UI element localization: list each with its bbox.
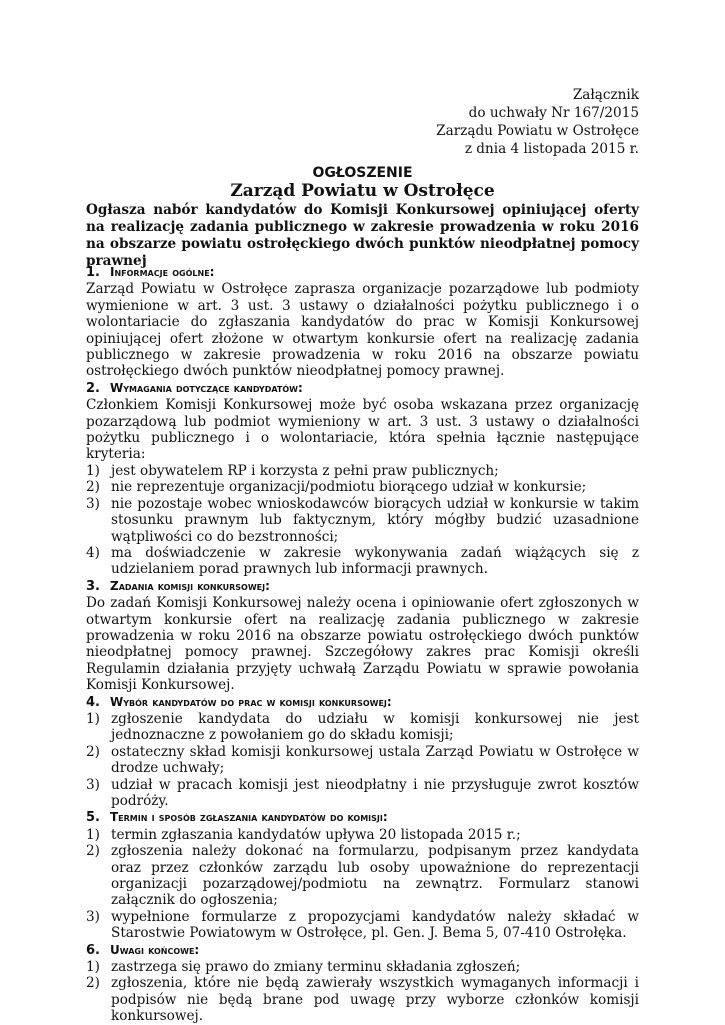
item-text: udział w pracach komisji jest nieodpłatny i nie przysługuje zwrot kosztów podróży.	[111, 776, 639, 809]
section-application-deadline	[86, 809, 639, 941]
section-final-remarks	[86, 942, 639, 1025]
list-item	[86, 959, 639, 975]
section-number: 2.	[86, 380, 100, 396]
item-text: zgłoszenia należy dokonać na formularzu, podpisanym przez kandydata oraz przez członków zarządu lub osoby upoważnione do reprezentacji organizacji pozarządowej/podmiotu na zewnątrz. Formularz stanowi załącznik do ogłoszenia;	[111, 843, 639, 909]
announcement-issuer: Zarząd Powiatu w Ostrołęce	[230, 181, 495, 201]
section-title: Wybór kandydatów do prac w komisji konkursowej:	[110, 694, 392, 709]
attachment-note	[436, 86, 639, 158]
resolution-number: do uchwały Nr 167/2015	[468, 105, 639, 121]
section-candidate-requirements	[86, 380, 639, 578]
section-number: 5.	[86, 810, 100, 826]
list-item	[86, 777, 639, 810]
announcement-title: OGŁOSZENIE	[312, 165, 413, 181]
list-item	[86, 909, 639, 942]
item-text: wypełnione formularze z propozycjami kandydatów należy składać w Starostwie Powiatowym w Ostrołęce, pl. Gen. J. Bema 5, 07-410 Ostrołęka.	[111, 908, 639, 942]
document-body	[86, 264, 639, 1025]
item-number: 4)	[86, 544, 100, 561]
section-title: Wymagania dotyczące kandydatów:	[110, 380, 303, 395]
section-heading	[86, 380, 639, 397]
section-title: Zadania komisji konkursowej:	[110, 578, 270, 593]
item-text: ma doświadczenie w zakresie wykonywania zadań wiążących się z udzielaniem porad prawnych lub informacji prawnych.	[111, 544, 639, 578]
list-item	[86, 479, 639, 495]
list-item	[86, 463, 639, 479]
list-item	[86, 975, 639, 1024]
section-text: Do zadań Komisji Konkursowej należy ocena i opiniowanie ofert zgłoszonych w otwartym konkursie ofert na realizację zadania publicznego w zakresie prowadzenia w roku 2016 na obszarze powiatu ostrołęckiego dwóch punktów nieodpłatnej pomocy prawnej. Szczegółowy zakres prac Komisji określi Regulamin działania przyjęty uchwałą Zarządu Powiatu w sprawie powołania Komisji Konkursowej.	[86, 595, 639, 694]
section-heading	[86, 694, 639, 711]
section-text: Zarząd Powiatu w Ostrołęce zaprasza organizacje pozarządowe lub podmioty wymienione w art. 3 ust. 3 ustawy o działalności pożytku publicznego i o wolontariacie do zgłaszania kandydatów do prac w Komisji Konkursowej opiniującej ofert złożone w otwartym konkursie ofert na realizację zadania publicznego w zakresie prowadzenia w roku 2016 na obszarze powiatu ostrołęckiego dwóch punktów nieodpłatnej pomocy prawnej.	[86, 281, 639, 380]
item-number: 2)	[86, 843, 100, 860]
list-item	[86, 843, 639, 909]
item-text: zastrzega się prawo do zmiany terminu składania zgłoszeń;	[111, 959, 521, 976]
section-heading	[86, 578, 639, 595]
section-number: 1.	[86, 265, 100, 280]
item-number: 2)	[86, 479, 100, 496]
application-list	[86, 827, 639, 942]
item-text: nie pozostaje wobec wnioskodawców biorących udział w konkursie w takim stosunku prawnym lub faktycznym, który mógłby budzić uzasadnione wątpliwości co do bezstronności;	[111, 495, 639, 545]
section-commission-tasks	[86, 578, 639, 694]
list-item	[86, 711, 639, 744]
item-number: 1)	[86, 462, 100, 479]
section-title: Uwagi końcowe:	[110, 942, 200, 957]
section-number: 6.	[86, 942, 100, 958]
list-item	[86, 827, 639, 843]
list-item	[86, 545, 639, 578]
section-heading	[86, 942, 639, 959]
issuing-body: Zarządu Powiatu w Ostrołęce	[436, 123, 639, 139]
section-general-info	[86, 264, 639, 380]
item-text: nie reprezentuje organizacji/podmiotu biorącego udział w konkursie;	[111, 479, 587, 496]
item-text: jest obywatelem RP i korzysta z pełni praw publicznych;	[111, 462, 499, 479]
item-number: 3)	[86, 908, 100, 925]
selection-list	[86, 711, 639, 809]
item-number: 3)	[86, 495, 100, 512]
item-text: zgłoszenie kandydata do udziału w komisji konkursowej nie jest jednoznaczne z powołaniem go do składu komisji;	[111, 710, 639, 744]
section-number: 4.	[86, 694, 100, 710]
item-number: 1)	[86, 710, 100, 727]
section-text: Członkiem Komisji Konkursowej może być osoba wskazana przez organizację pozarządową lub podmiot wymieniony w art. 3 ust. 3 ustawy o działalności pożytku publicznego i o wolontariacie, która spełnia łącznie następujące kryteria:	[86, 397, 639, 463]
list-item	[86, 496, 639, 545]
item-number: 1)	[86, 959, 100, 976]
item-number: 2)	[86, 743, 100, 760]
attachment-label: Załącznik	[572, 87, 639, 103]
section-title: Informacje ogólne:	[110, 265, 215, 279]
item-number: 3)	[86, 776, 100, 793]
item-text: zgłoszenia, które nie będą zawierały wszystkich wymaganych informacji i podpisów nie będą brane pod uwagę przy wyborze członków komisji konkursowej.	[111, 975, 639, 1025]
remarks-list	[86, 959, 639, 1025]
section-heading	[86, 809, 639, 826]
item-text: termin zgłaszania kandydatów upływa 20 listopada 2015 r.;	[111, 826, 521, 843]
item-number: 1)	[86, 826, 100, 843]
section-number: 3.	[86, 578, 100, 594]
section-title: Termin i sposób zgłaszania kandydatów do komisji:	[110, 810, 388, 825]
item-text: ostateczny skład komisji konkursowej ustala Zarząd Powiatu w Ostrołęce w drodze uchwały;	[111, 743, 639, 777]
criteria-list	[86, 463, 639, 578]
announcement-intro: Ogłasza nabór kandydatów do Komisji Konkursowej opiniującej oferty na realizację zadania publicznego w zakresie prowadzenia w roku 2016 na obszarze powiatu ostrołęckiego dwóch punktów nieodpłatnej pomocy prawnej	[86, 202, 639, 269]
section-heading	[86, 264, 639, 281]
item-number: 2)	[86, 975, 100, 992]
section-candidate-selection	[86, 694, 639, 810]
list-item	[86, 744, 639, 777]
resolution-date: z dnia 4 listopada 2015 r.	[464, 141, 639, 157]
